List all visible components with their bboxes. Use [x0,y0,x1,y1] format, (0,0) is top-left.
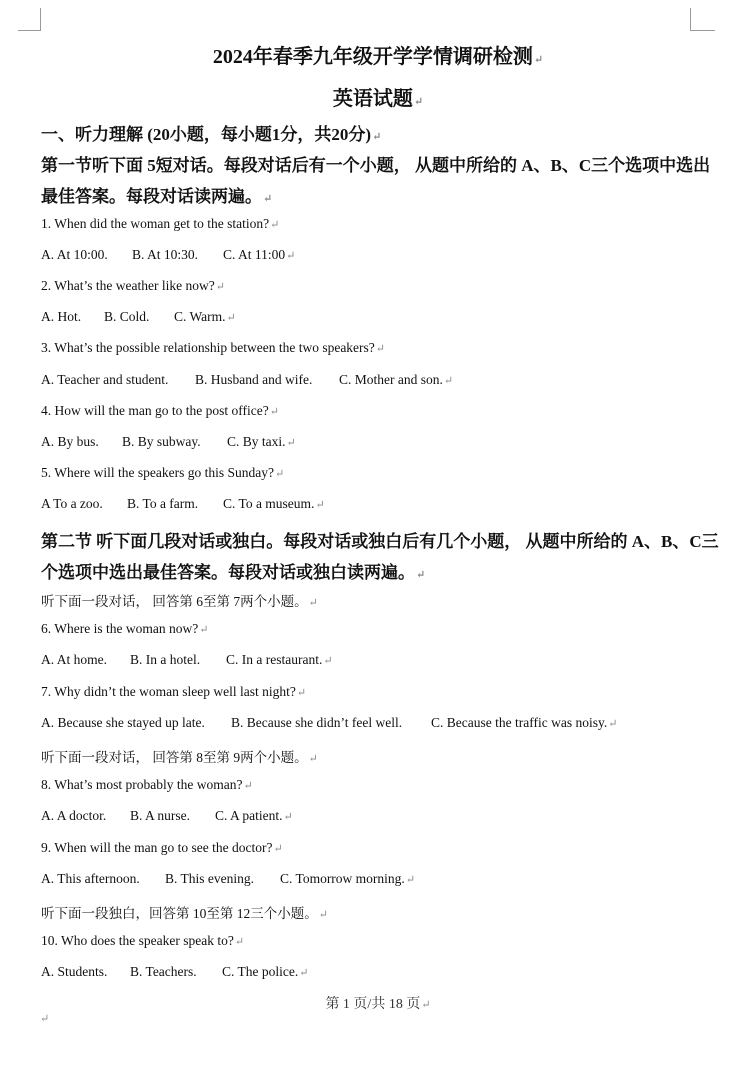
option-a: A. Hot. [41,309,82,324]
option-b: B. In a hotel. [130,652,201,667]
question-3: 3. What’s the possible relationship between the two speakers?↵ [41,340,386,355]
instruction-dialogue-6-7: 听下面一段对话， 回答第 6至第 7两个小题。↵ [41,594,318,609]
question-1: 1. When did the woman get to the station?↵ [41,216,280,231]
option-a: A. A doctor. [41,808,107,823]
option-c: C. In a restaurant. [226,652,323,667]
crop-mark-top-right [690,8,715,31]
page-footer: 第 1 页/共 18 页↵ [325,997,431,1012]
question-4-options: A. By bus. B. By subway. C. By taxi.↵ [41,434,296,449]
option-a: A. At 10:00. [41,247,108,262]
instruction-monologue-10-12: 听下面一段独白，回答第 10至第 12三个小题。↵ [41,906,328,921]
question-2: 2. What’s the weather like now?↵ [41,278,225,293]
question-7-options: A. Because she stayed up late. B. Because she didn’t feel well. C. Because the traffic was noisy.↵ [41,715,618,730]
question-9: 9. When will the man go to see the doctor?↵ [41,840,283,855]
option-b: B. To a farm. [127,496,199,511]
option-a: A. Teacher and student. [41,372,169,387]
question-10-options: A. Students. B. Teachers. C. The police.↵ [41,964,309,979]
question-7: 7. Why didn’t the woman sleep well last night?↵ [41,684,307,699]
option-c: C. To a museum. [223,496,315,511]
section2-instruction-line2: 个选项中选出最佳答案。每段对话或独白读两遍。↵ [41,563,426,582]
question-8: 8. What’s most probably the woman?↵ [41,777,253,792]
section2-instruction-line1: 第二节 听下面几段对话或独白。每段对话或独白后有几个小题， 从题中所给的 A、B、C三 [41,532,719,551]
option-a: A To a zoo. [41,496,103,511]
option-c: C. A patient. [215,808,283,823]
document-title: 2024年春季九年级开学学情调研检测↵ [212,46,544,68]
question-9-options: A. This afternoon. B. This evening. C. Tomorrow morning.↵ [41,871,416,886]
option-c: C. Mother and son. [339,372,443,387]
question-1-options: A. At 10:00. B. At 10:30. C. At 11:00↵ [41,247,296,262]
option-c: C. Warm. [174,309,226,324]
question-6-options: A. At home. B. In a hotel. C. In a restaurant.↵ [41,652,333,667]
question-10: 10. Who does the speaker speak to?↵ [41,933,245,948]
option-b: B. Teachers. [130,964,197,979]
option-c: C. Because the traffic was noisy. [431,715,608,730]
page-number: 第 1 页/共 18 页 [325,997,421,1012]
question-3-options: A. Teacher and student. B. Husband and wife. C. Mother and son.↵ [41,372,454,387]
option-b: B. Because she didn’t feel well. [231,715,403,730]
question-6: 6. Where is the woman now?↵ [41,621,209,636]
option-a: A. Because she stayed up late. [41,715,205,730]
option-b: B. Husband and wife. [195,372,313,387]
question-4: 4. How will the man go to the post office?↵ [41,403,279,418]
paragraph-mark: ↵ [40,1013,50,1025]
option-a: A. At home. [41,652,107,667]
option-b: B. A nurse. [130,808,191,823]
option-c: C. Tomorrow morning. [280,871,405,886]
question-5: 5. Where will the speakers go this Sunday?↵ [41,465,285,480]
document-subtitle: 英语试题↵ [332,88,424,110]
option-a: A. Students. [41,964,108,979]
option-c: C. The police. [222,964,299,979]
option-b: B. Cold. [104,309,150,324]
question-5-options: A To a zoo. B. To a farm. C. To a museum.↵ [41,496,325,511]
option-c: C. By taxi. [227,434,286,449]
section1-instruction-line1: 第一节听下面 5短对话。每段对话后有一个小题， 从题中所给的 A、B、C三个选项中选出 [41,156,711,175]
part1-heading: 一、听力理解 (20小题，每小题1分，共20分)↵ [41,125,382,144]
question-2-options: A. Hot. B. Cold. C. Warm.↵ [41,309,236,324]
section1-instruction-line2: 最佳答案。每段对话读两遍。↵ [41,187,273,206]
instruction-dialogue-8-9: 听下面一段对话， 回答第 8至第 9两个小题。↵ [41,750,318,765]
option-b: B. At 10:30. [132,247,199,262]
option-a: A. This afternoon. [41,871,140,886]
option-b: B. By subway. [122,434,201,449]
option-b: B. This evening. [165,871,254,886]
option-c: C. At 11:00 [223,247,286,262]
option-a: A. By bus. [41,434,99,449]
crop-mark-top-left [18,8,41,31]
question-8-options: A. A doctor. B. A nurse. C. A patient.↵ [41,808,293,823]
